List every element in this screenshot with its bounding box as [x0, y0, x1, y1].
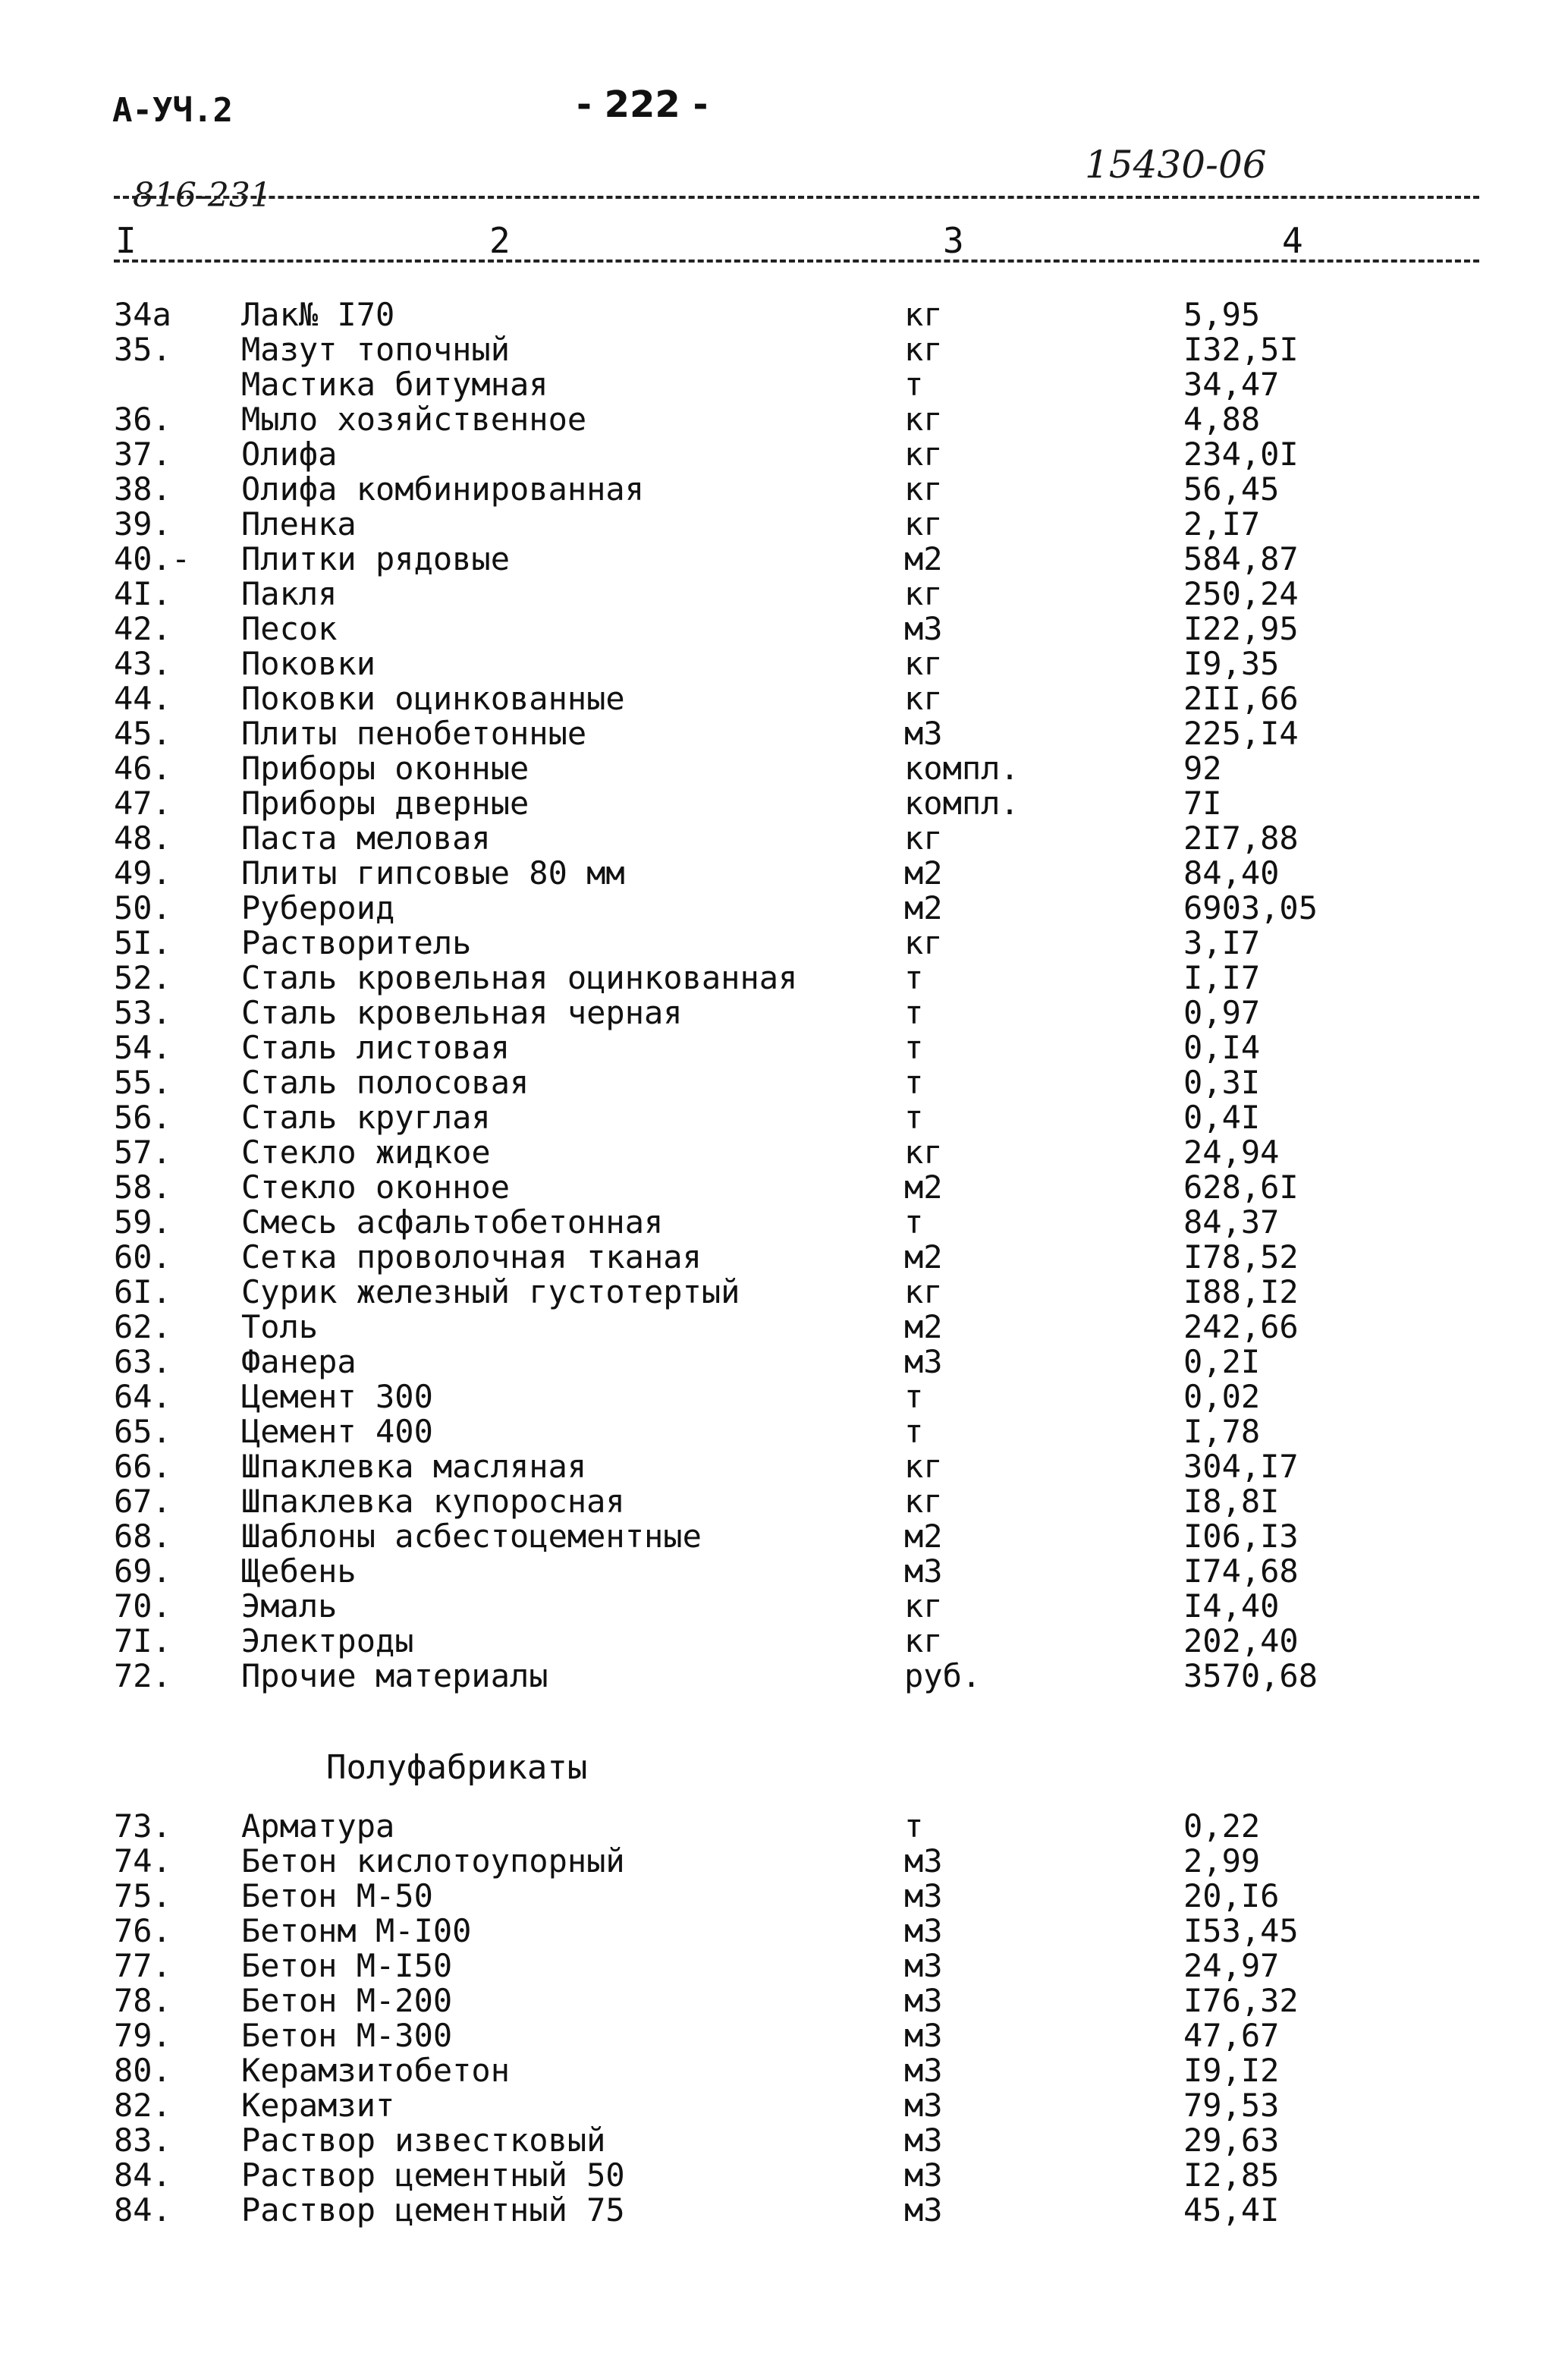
material-name: Бетонм М-I00 [241, 1912, 472, 1949]
material-name: Раствор цементный 75 [241, 2191, 625, 2229]
material-name: Поковки оцинкованные [241, 680, 625, 717]
unit-of-measure: т [904, 1378, 924, 1415]
material-name: Керамзитобетон [241, 2052, 511, 2089]
unit-of-measure: м2 [904, 1169, 943, 1206]
table-row [0, 716, 1568, 751]
table-row [0, 1170, 1568, 1205]
row-number: 66. [114, 1448, 171, 1485]
table-row [0, 961, 1568, 996]
material-name: Растворитель [241, 924, 472, 961]
quantity-value: 84,37 [1183, 1203, 1280, 1241]
material-name: Эмаль [241, 1587, 338, 1625]
table-row [0, 2088, 1568, 2123]
table-row [0, 612, 1568, 646]
row-number: 36. [114, 401, 171, 438]
row-number: 59. [114, 1203, 171, 1241]
section-title: Полуфабрикаты [326, 1748, 588, 1787]
row-number: 68. [114, 1518, 171, 1555]
material-name: Толь [241, 1308, 319, 1345]
unit-of-measure: кг [904, 331, 943, 368]
material-name: Мастика битумная [241, 366, 548, 403]
row-number: 44. [114, 680, 171, 717]
row-number: 78. [114, 1982, 171, 2019]
row-number: 37. [114, 436, 171, 473]
table-row [0, 1624, 1568, 1659]
material-name: Раствор цементный 50 [241, 2156, 625, 2194]
material-name: Бетон М-50 [241, 1877, 433, 1914]
table-row [0, 1449, 1568, 1484]
unit-of-measure: т [904, 1029, 924, 1066]
row-number: 6I. [114, 1273, 171, 1310]
row-number: 70. [114, 1587, 171, 1625]
quantity-value: 584,87 [1183, 540, 1299, 577]
unit-of-measure: компл. [904, 750, 1020, 787]
row-number: 72. [114, 1657, 171, 1694]
material-name: Цемент 300 [241, 1378, 433, 1415]
unit-of-measure: кг [904, 1622, 943, 1659]
unit-of-measure: кг [904, 645, 943, 682]
unit-of-measure: м2 [904, 540, 943, 577]
column-header-2: 2 [489, 220, 511, 261]
material-name: Щебень [241, 1552, 357, 1590]
unit-of-measure: кг [904, 680, 943, 717]
table-row [0, 786, 1568, 821]
row-number: 45. [114, 715, 171, 752]
quantity-value: 0,2I [1183, 1343, 1261, 1380]
row-number: 4I. [114, 575, 171, 612]
row-number: 69. [114, 1552, 171, 1590]
table-row [0, 1589, 1568, 1624]
quantity-value: I22,95 [1183, 610, 1299, 647]
material-name: Прочие материалы [241, 1657, 548, 1694]
unit-of-measure: м3 [904, 1912, 943, 1949]
material-name: Пакля [241, 575, 338, 612]
unit-of-measure: м3 [904, 1982, 943, 2019]
material-name: Шаблоны асбестоцементные [241, 1518, 702, 1555]
table-row [0, 332, 1568, 367]
table-row [0, 2193, 1568, 2228]
quantity-value: 2,I7 [1183, 505, 1261, 543]
table-row [0, 1844, 1568, 1879]
unit-of-measure: т [904, 1807, 924, 1845]
quantity-value: 628,6I [1183, 1169, 1299, 1206]
unit-of-measure: т [904, 994, 924, 1031]
unit-of-measure: кг [904, 436, 943, 473]
row-number: 7I. [114, 1622, 171, 1659]
section-row [0, 1694, 1568, 1809]
material-name: Приборы оконные [241, 750, 529, 787]
material-name: Бетон М-200 [241, 1982, 453, 2019]
row-number: 34а [114, 296, 171, 333]
unit-of-measure: кг [904, 1134, 943, 1171]
quantity-value: 6903,05 [1183, 889, 1318, 926]
row-number: 55. [114, 1064, 171, 1101]
table-row [0, 1379, 1568, 1414]
unit-of-measure: м2 [904, 1308, 943, 1345]
table-row [0, 437, 1568, 472]
unit-of-measure: м2 [904, 1238, 943, 1276]
table-row [0, 1809, 1568, 1844]
quantity-value: 225,I4 [1183, 715, 1299, 752]
material-name: Сетка проволочная тканая [241, 1238, 702, 1276]
material-name: Мыло хозяйственное [241, 401, 587, 438]
row-number: 46. [114, 750, 171, 787]
material-name: Мазут топочный [241, 331, 511, 368]
material-name: Лак№ I70 [241, 296, 395, 333]
row-number: 48. [114, 819, 171, 857]
page-number: - 222 - [577, 83, 709, 126]
materials-table [0, 297, 1568, 2228]
table-row [0, 472, 1568, 507]
table-row [0, 297, 1568, 332]
material-name: Фанера [241, 1343, 357, 1380]
row-number: 62. [114, 1308, 171, 1345]
row-number: 50. [114, 889, 171, 926]
row-number: 80. [114, 2052, 171, 2089]
table-row [0, 1310, 1568, 1345]
material-name: Электроды [241, 1622, 414, 1659]
row-number: 54. [114, 1029, 171, 1066]
unit-of-measure: м3 [904, 2052, 943, 2089]
quantity-value: 4,88 [1183, 401, 1261, 438]
quantity-value: 242,66 [1183, 1308, 1299, 1345]
unit-of-measure: м2 [904, 1518, 943, 1555]
row-number: 84. [114, 2191, 171, 2229]
quantity-value: 84,40 [1183, 854, 1280, 892]
table-row [0, 1914, 1568, 1949]
row-number: 40.- [114, 540, 191, 577]
quantity-value: 0,97 [1183, 994, 1261, 1031]
unit-of-measure: м3 [904, 1947, 943, 1984]
table-row [0, 1414, 1568, 1449]
material-name: Сталь листовая [241, 1029, 511, 1066]
quantity-value: 304,I7 [1183, 1448, 1299, 1485]
table-row [0, 646, 1568, 681]
unit-of-measure: м3 [904, 2017, 943, 2054]
material-name: Плиты гипсовые 80 мм [241, 854, 625, 892]
row-number: 75. [114, 1877, 171, 1914]
unit-of-measure: м3 [904, 2122, 943, 2159]
unit-of-measure: м3 [904, 2156, 943, 2194]
quantity-value: 3,I7 [1183, 924, 1261, 961]
row-number: 76. [114, 1912, 171, 1949]
quantity-value: 0,4I [1183, 1099, 1261, 1136]
table-row [0, 821, 1568, 856]
unit-of-measure: м3 [904, 715, 943, 752]
column-header-4: 4 [1282, 220, 1303, 261]
unit-of-measure: кг [904, 819, 943, 857]
quantity-value: I9,I2 [1183, 2052, 1280, 2089]
material-name: Смесь асфальтобетонная [241, 1203, 664, 1241]
unit-of-measure: кг [904, 401, 943, 438]
row-number: 82. [114, 2087, 171, 2124]
quantity-value: 56,45 [1183, 470, 1280, 508]
table-row [0, 2053, 1568, 2088]
table-row [0, 1030, 1568, 1065]
row-number: 38. [114, 470, 171, 508]
quantity-value: I06,I3 [1183, 1518, 1299, 1555]
material-name: Бетон М-I50 [241, 1947, 453, 1984]
unit-of-measure: м3 [904, 2087, 943, 2124]
table-row [0, 2158, 1568, 2193]
row-number: 67. [114, 1483, 171, 1520]
row-number: 5I. [114, 924, 171, 961]
row-number: 52. [114, 959, 171, 996]
quantity-value: 5,95 [1183, 296, 1261, 333]
row-number: 35. [114, 331, 171, 368]
quantity-value: 202,40 [1183, 1622, 1299, 1659]
unit-of-measure: м3 [904, 2191, 943, 2229]
quantity-value: 20,I6 [1183, 1877, 1280, 1914]
quantity-value: 2II,66 [1183, 680, 1299, 717]
material-name: Приборы дверные [241, 785, 529, 822]
quantity-value: 2,99 [1183, 1842, 1261, 1880]
column-header-1: I [115, 220, 137, 261]
quantity-value: I,78 [1183, 1413, 1261, 1450]
table-row [0, 367, 1568, 402]
quantity-value: I8,8I [1183, 1483, 1280, 1520]
material-name: Паста меловая [241, 819, 491, 857]
table-row [0, 1275, 1568, 1310]
row-number: 84. [114, 2156, 171, 2194]
unit-of-measure: кг [904, 296, 943, 333]
table-row [0, 1484, 1568, 1519]
quantity-value: 234,0I [1183, 436, 1299, 473]
row-number: 73. [114, 1807, 171, 1845]
table-row [0, 1205, 1568, 1240]
table-row [0, 2018, 1568, 2053]
unit-of-measure: кг [904, 1587, 943, 1625]
quantity-value: 2I7,88 [1183, 819, 1299, 857]
row-number: 58. [114, 1169, 171, 1206]
unit-of-measure: т [904, 1203, 924, 1241]
quantity-value: I4,40 [1183, 1587, 1280, 1625]
quantity-value: 29,63 [1183, 2122, 1280, 2159]
quantity-value: 47,67 [1183, 2017, 1280, 2054]
table-row [0, 1554, 1568, 1589]
unit-of-measure: т [904, 1064, 924, 1101]
row-number: 83. [114, 2122, 171, 2159]
material-name: Сталь кровельная оцинкованная [241, 959, 798, 996]
row-number: 56. [114, 1099, 171, 1136]
material-name: Пленка [241, 505, 357, 543]
material-name: Рубероид [241, 889, 395, 926]
table-row [0, 577, 1568, 612]
unit-of-measure: м3 [904, 610, 943, 647]
row-number: 65. [114, 1413, 171, 1450]
header-divider-top [114, 196, 1479, 199]
unit-of-measure: компл. [904, 785, 1020, 822]
quantity-value: I9,35 [1183, 645, 1280, 682]
quantity-value: 34,47 [1183, 366, 1280, 403]
unit-of-measure: кг [904, 924, 943, 961]
row-number: 79. [114, 2017, 171, 2054]
unit-of-measure: кг [904, 470, 943, 508]
material-name: Сталь кровельная черная [241, 994, 683, 1031]
row-number: 49. [114, 854, 171, 892]
material-name: Шпаклевка масляная [241, 1448, 587, 1485]
table-row [0, 1135, 1568, 1170]
row-number: 53. [114, 994, 171, 1031]
quantity-value: 250,24 [1183, 575, 1299, 612]
row-number: 39. [114, 505, 171, 543]
quantity-value: 0,22 [1183, 1807, 1261, 1845]
quantity-value: 79,53 [1183, 2087, 1280, 2124]
material-name: Олифа [241, 436, 338, 473]
unit-of-measure: т [904, 1413, 924, 1450]
quantity-value: 24,94 [1183, 1134, 1280, 1171]
quantity-value: 0,02 [1183, 1378, 1261, 1415]
quantity-value: 92 [1183, 750, 1222, 787]
quantity-value: I32,5I [1183, 331, 1299, 368]
quantity-value: 24,97 [1183, 1947, 1280, 1984]
quantity-value: I74,68 [1183, 1552, 1299, 1590]
material-name: Сталь круглая [241, 1099, 491, 1136]
quantity-value: I,I7 [1183, 959, 1261, 996]
material-name: Бетон М-300 [241, 2017, 453, 2054]
quantity-value: I2,85 [1183, 2156, 1280, 2194]
row-number: 57. [114, 1134, 171, 1171]
unit-of-measure: кг [904, 1273, 943, 1310]
material-name: Сурик железный густотертый [241, 1273, 740, 1310]
material-name: Цемент 400 [241, 1413, 433, 1450]
table-row [0, 507, 1568, 542]
row-number: 43. [114, 645, 171, 682]
unit-of-measure: т [904, 1099, 924, 1136]
table-row [0, 751, 1568, 786]
material-name: Плиты пенобетонные [241, 715, 587, 752]
material-name: Бетон кислотоупорный [241, 1842, 625, 1880]
quantity-value: 0,3I [1183, 1064, 1261, 1101]
unit-of-measure: кг [904, 505, 943, 543]
unit-of-measure: м3 [904, 1343, 943, 1380]
row-number: 77. [114, 1947, 171, 1984]
quantity-value: 3570,68 [1183, 1657, 1318, 1694]
unit-of-measure: м3 [904, 1842, 943, 1880]
table-row [0, 402, 1568, 437]
column-header-3: 3 [943, 220, 964, 261]
table-row [0, 1065, 1568, 1100]
document-code: А-УЧ.2 [112, 91, 233, 130]
unit-of-measure: т [904, 959, 924, 996]
material-name: Поковки [241, 645, 376, 682]
material-name: Арматура [241, 1807, 395, 1845]
quantity-value: I88,I2 [1183, 1273, 1299, 1310]
row-number: 74. [114, 1842, 171, 1880]
table-row [0, 856, 1568, 891]
unit-of-measure: кг [904, 575, 943, 612]
material-name: Шпаклевка купоросная [241, 1483, 625, 1520]
row-number: 47. [114, 785, 171, 822]
row-number: 42. [114, 610, 171, 647]
table-row [0, 1519, 1568, 1554]
row-number: 64. [114, 1378, 171, 1415]
material-name: Стекло жидкое [241, 1134, 491, 1171]
project-number: 15430-06 [1085, 143, 1267, 187]
unit-of-measure: т [904, 366, 924, 403]
quantity-value: I53,45 [1183, 1912, 1299, 1949]
table-row [0, 2123, 1568, 2158]
material-name: Раствор известковый [241, 2122, 606, 2159]
table-row [0, 681, 1568, 716]
unit-of-measure: кг [904, 1448, 943, 1485]
unit-of-measure: кг [904, 1483, 943, 1520]
table-row [0, 1659, 1568, 1694]
table-row [0, 996, 1568, 1030]
table-row [0, 1949, 1568, 1983]
table-row [0, 1879, 1568, 1914]
quantity-value: I76,32 [1183, 1982, 1299, 2019]
unit-of-measure: м2 [904, 889, 943, 926]
quantity-value: 7I [1183, 785, 1222, 822]
table-row [0, 1240, 1568, 1275]
unit-of-measure: м2 [904, 854, 943, 892]
table-row [0, 1100, 1568, 1135]
material-name: Керамзит [241, 2087, 395, 2124]
quantity-value: I78,52 [1183, 1238, 1299, 1276]
row-number: 63. [114, 1343, 171, 1380]
table-row [0, 542, 1568, 577]
material-name: Сталь полосовая [241, 1064, 529, 1101]
table-row [0, 1345, 1568, 1379]
table-row [0, 891, 1568, 926]
header-divider-bottom [114, 260, 1479, 263]
quantity-value: 45,4I [1183, 2191, 1280, 2229]
album-number: 816-231 [133, 176, 272, 215]
material-name: Плитки рядовые [241, 540, 511, 577]
material-name: Песок [241, 610, 338, 647]
row-number: 60. [114, 1238, 171, 1276]
unit-of-measure: м3 [904, 1552, 943, 1590]
unit-of-measure: руб. [904, 1657, 982, 1694]
material-name: Олифа комбинированная [241, 470, 645, 508]
table-row [0, 1983, 1568, 2018]
material-name: Стекло оконное [241, 1169, 511, 1206]
quantity-value: 0,I4 [1183, 1029, 1261, 1066]
table-row [0, 926, 1568, 961]
unit-of-measure: м3 [904, 1877, 943, 1914]
